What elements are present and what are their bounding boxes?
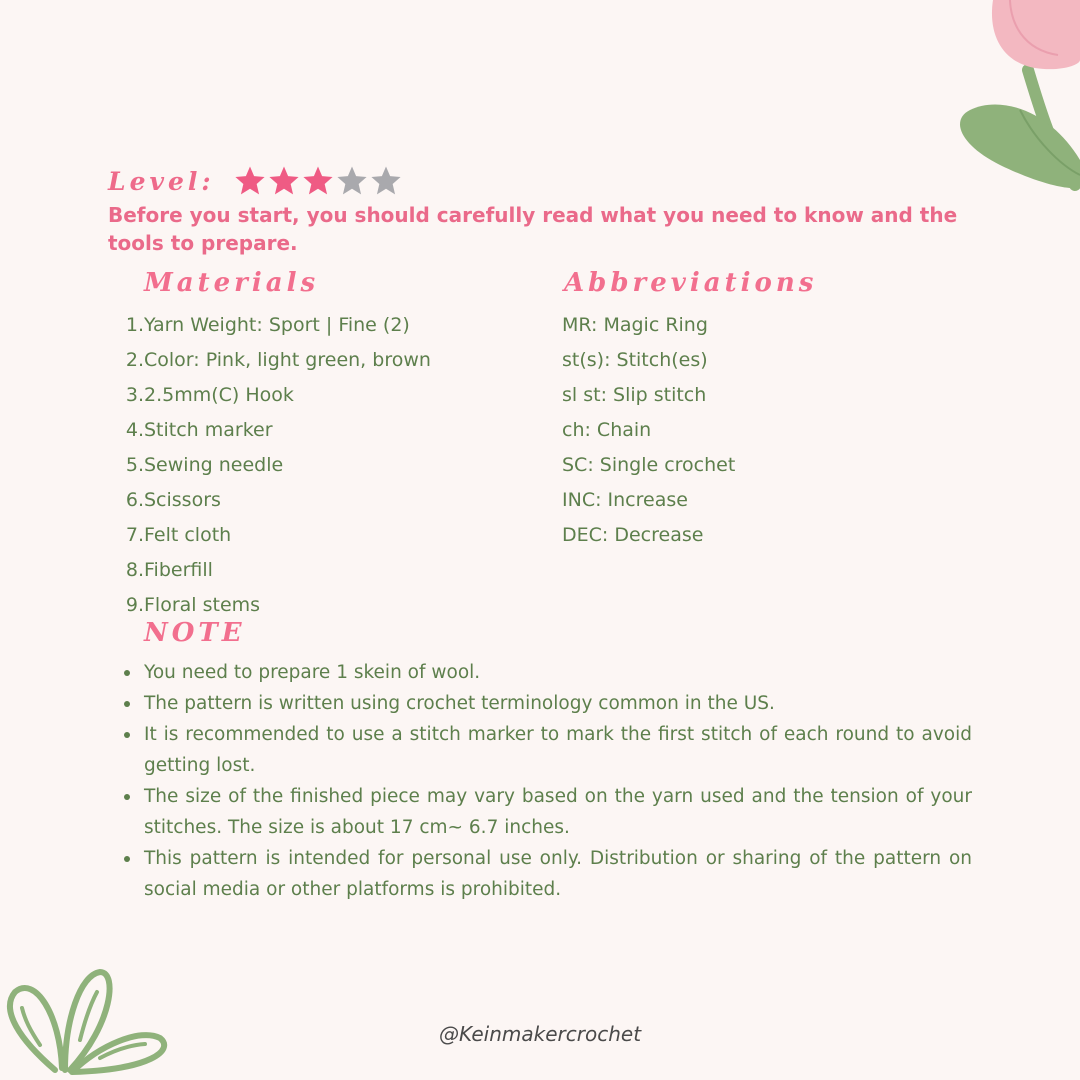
item-number: 9. <box>125 594 144 616</box>
note-list <box>122 657 972 905</box>
materials-item <box>124 309 431 344</box>
item-text: 2.5mm(C) Hook <box>144 384 294 406</box>
item-text: Stitch marker <box>144 419 273 441</box>
star-filled-icon <box>267 164 301 198</box>
materials-item <box>124 519 431 554</box>
level-label: Level: <box>108 166 215 196</box>
item-number: 6. <box>125 489 144 511</box>
item-text: Floral stems <box>144 594 261 616</box>
intro-text: Before you start, you should carefully read what you need to know and the tools to prepare. <box>108 203 958 255</box>
item-number: 7. <box>125 524 144 546</box>
materials-item <box>124 554 431 589</box>
difficulty-rating <box>233 164 403 198</box>
item-text: Sewing needle <box>144 454 284 476</box>
item-text: Scissors <box>144 489 221 511</box>
materials-item <box>124 344 431 379</box>
abbreviations-list <box>562 309 735 554</box>
star-empty-icon <box>369 164 403 198</box>
leaves-illustration <box>0 930 180 1080</box>
item-number: 8. <box>125 559 144 581</box>
item-number: 1. <box>125 314 144 336</box>
star-filled-icon <box>233 164 267 198</box>
materials-item <box>124 449 431 484</box>
item-text: Felt cloth <box>144 524 232 546</box>
item-number: 2. <box>125 349 144 371</box>
note-item: This pattern is intended for personal use only. Distribution or sharing of the pattern on social media or other platforms is prohibited. <box>122 843 972 905</box>
abbreviation-item: MR: Magic Ring <box>562 314 708 336</box>
materials-item <box>124 379 431 414</box>
level-row <box>108 164 403 198</box>
abbreviation-item: sl st: Slip stitch <box>562 384 707 406</box>
abbreviation-item: DEC: Decrease <box>562 524 704 546</box>
item-text: Yarn Weight: Sport | Fine (2) <box>144 314 410 336</box>
item-number: 4. <box>125 419 144 441</box>
abbreviation-item: INC: Increase <box>562 489 688 511</box>
star-empty-icon <box>335 164 369 198</box>
abbreviation-item: st(s): Stitch(es) <box>562 349 708 371</box>
star-filled-icon <box>301 164 335 198</box>
note-item: It is recommended to use a stitch marker to mark the first stitch of each round to avoid getting lost. <box>122 719 972 781</box>
note-item: The size of the finished piece may vary based on the yarn used and the tension of your stitches. The size is about 17 cm~ 6.7 inches. <box>122 781 972 843</box>
footer-handle: @Keinmakercrochet <box>438 1022 642 1046</box>
item-text: Fiberfill <box>144 559 213 581</box>
note-title: NOTE <box>144 618 246 648</box>
abbreviation-item: ch: Chain <box>562 419 652 441</box>
materials-list <box>124 309 431 624</box>
note-item: The pattern is written using crochet terminology common in the US. <box>122 688 972 719</box>
abbreviation-item: SC: Single crochet <box>562 454 736 476</box>
item-number: 3. <box>125 384 144 406</box>
materials-item <box>124 414 431 449</box>
abbreviations-title: Abbreviations <box>564 268 818 298</box>
materials-item <box>124 484 431 519</box>
item-text: Color: Pink, light green, brown <box>144 349 431 371</box>
materials-title: Materials <box>144 268 320 298</box>
note-item: You need to prepare 1 skein of wool. <box>122 657 972 688</box>
tulip-illustration <box>940 0 1080 200</box>
item-number: 5. <box>125 454 144 476</box>
